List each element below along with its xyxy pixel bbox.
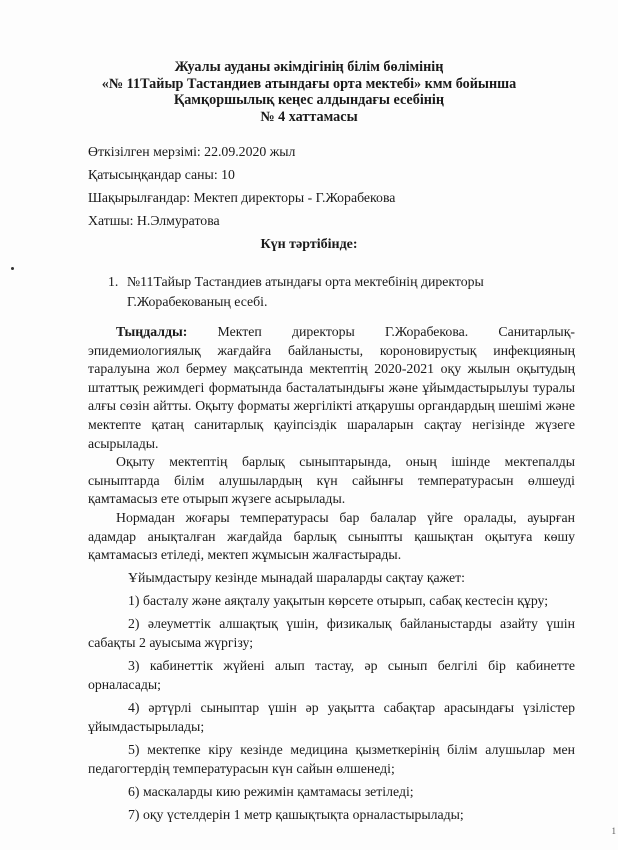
list-item: 5) мектепке кіру кезінде медицина қызметкерінің білім алушылар мен педагогтердің температурасын күн сайын өлшенеді; bbox=[88, 742, 575, 777]
report-body bbox=[88, 323, 575, 828]
list-item: 6) маскаларды кию режимін қамтамасы зетіледі; bbox=[128, 784, 414, 800]
invited-persons: Шақырылғандар: Мектеп директоры - Г.Жорабекова bbox=[88, 190, 396, 205]
measures-list bbox=[88, 569, 575, 825]
paragraph-2: Оқыту мектептің барлық сыныптарында, оның ішінде мектепалды сыныптарда білім алушылардың күн сайынғы температурасын өлшеуді қамтамасыз ете отырып жүзеге асырылады. bbox=[88, 454, 575, 507]
agenda-item-1 bbox=[108, 272, 484, 292]
list-item: 1) басталу және аяқталу уақытын көрсете отырып, сабақ кестесін құру; bbox=[128, 593, 549, 609]
page-edge-mark: 1 bbox=[611, 826, 616, 836]
heard-text: Мектеп директоры Г.Жорабекова. Санитарлық-эпидемиологиялық жағдайға байланысты, короновирустық инфекцияның таралуына жол бермеу мақсатында мектептің 2020-2021 оқу жылын оқытудың штаттық режимдегі форматында басталатындығы және ұйымдастырылуы туралы алғы сөзін айтты. Оқыту форматы жергілікті атқарушы органдардың шешімі және мектепте қатаң санитарлық қауіпсіздік шараларын сақтау негізінде жүзеге асырылады. bbox=[88, 324, 575, 451]
measures-intro: Ұйымдастыру кезінде мынадай шараларды сақтау қажет: bbox=[128, 569, 465, 585]
agenda-item-number: 1. bbox=[108, 274, 119, 289]
agenda-list bbox=[108, 272, 484, 312]
list-item: 3) кабинеттік жүйені алып тастау, әр сынып белгілі бір кабинетте орналасады; bbox=[88, 658, 575, 693]
list-item: 7) оқу үстелдерін 1 метр қашықтықта орналастырылады; bbox=[128, 807, 464, 823]
header-line-4: № 4 хаттамасы bbox=[260, 108, 358, 125]
agenda-item-line-2: Г.Жорабекованың есебі. bbox=[127, 294, 268, 309]
attendees-count: Қатысыңқандар саны: 10 bbox=[88, 167, 235, 182]
document-header bbox=[0, 59, 618, 125]
agenda-item-line-1: №11Тайыр Тастандиев атындағы орта мектебінің директоры bbox=[127, 274, 484, 289]
header-line-3: Қамқоршылық кеңес алдындағы есебінің bbox=[173, 92, 445, 108]
paragraph-3: Нормадан жоғары температурасы бар балалар үйге оралады, ауырған адамдар анықталған жағдайда барлық сыныпты қашықтан оқытуға көшу қамтамасыз етіледі, мектеп жұмысын жалғастырады. bbox=[88, 509, 575, 563]
heard-label: Тыңдалды: bbox=[116, 324, 188, 339]
header-line-1: Жуалы ауданы әкімдігінің білім бөлімінің bbox=[174, 59, 444, 75]
list-item: 4) әртүрлі сыныптар үшін әр уақытта сабақтар арасындағы үзілістер ұйымдастырылады; bbox=[88, 700, 575, 735]
meeting-date: Өткізілген мерзімі: 22.09.2020 жыл bbox=[88, 144, 296, 159]
paragraph-heard bbox=[88, 323, 575, 453]
scan-speck bbox=[11, 267, 14, 270]
meeting-meta bbox=[88, 140, 395, 232]
list-item: 2) әлеуметтік алшақтық үшін, физикалық байланыстарды азайту үшін сабақты 2 ауысыма жүргізу; bbox=[88, 616, 575, 651]
secretary: Хатшы: Н.Элмуратова bbox=[88, 213, 220, 228]
header-line-2: «№ 11Тайыр Тастандиев атындағы орта мектебі» кмм бойынша bbox=[101, 75, 517, 92]
agenda-title: Күн тәртібінде: bbox=[260, 237, 358, 252]
